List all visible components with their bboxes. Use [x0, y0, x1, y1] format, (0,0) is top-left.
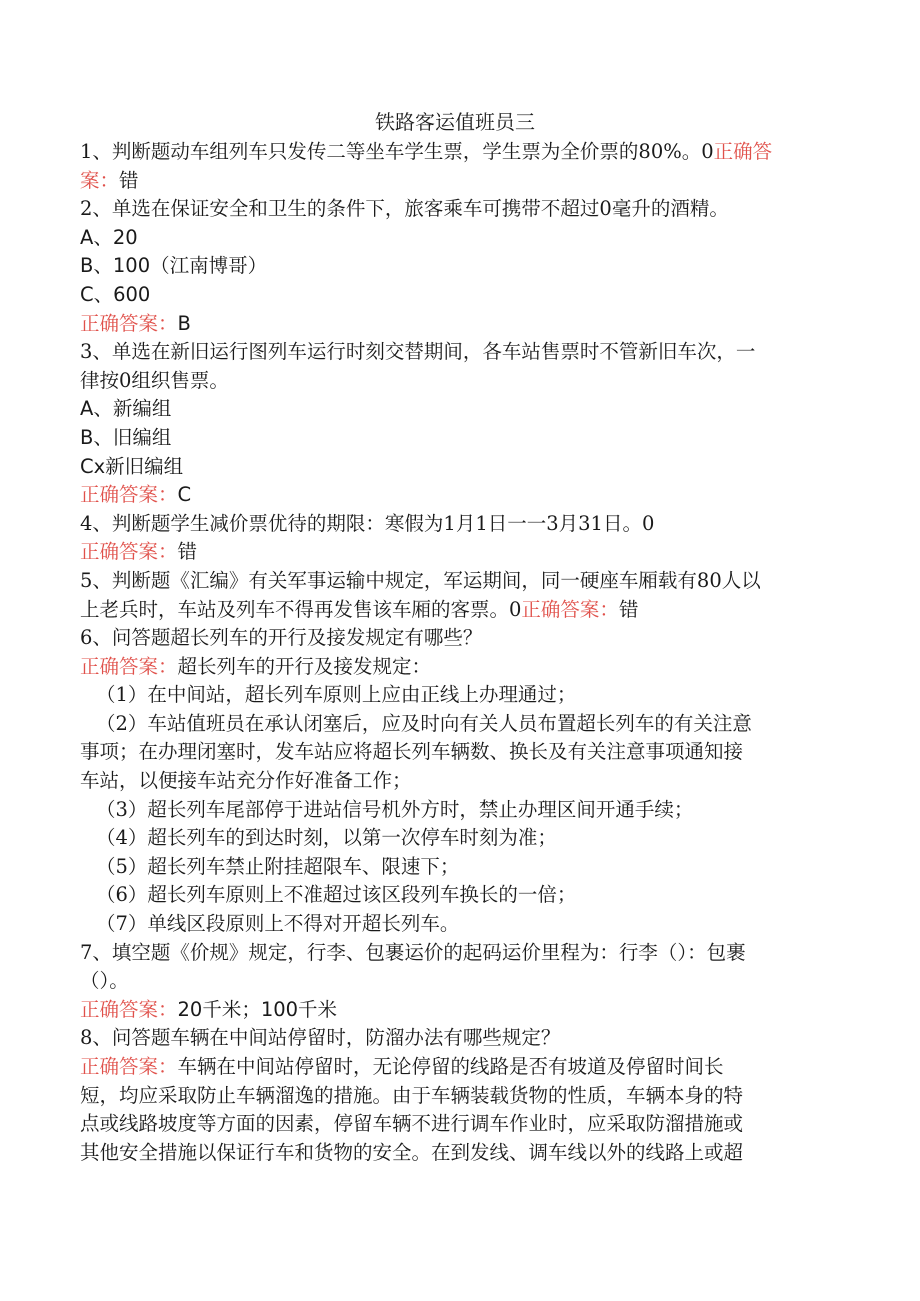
- answer-label: 正确答案：: [80, 483, 178, 507]
- option: B、100（江南博哥）: [80, 254, 268, 278]
- answer-value: 错: [618, 597, 639, 621]
- question-7: 7、填空题《价规》规定，行李、包裹运价的起码运价里程为：行李（）：包裹: [80, 940, 746, 964]
- question-1: [80, 138, 830, 167]
- question-8: 8、问答题车辆在中间站停留时，防溜办法有哪些规定？: [80, 1026, 561, 1050]
- option: Cx新旧编组: [80, 454, 184, 478]
- answer-label: 正确答案：: [80, 1055, 178, 1078]
- answer-value: B: [177, 311, 191, 335]
- question-6: 6、问答题超长列车的开行及接发规定有哪些？: [80, 626, 483, 650]
- answer-item: （5）超长列车禁止附挂超限车、限速下；: [96, 854, 460, 878]
- answer-line: 其他安全措施以保证行车和货物的安全。在到发线、调车线以外的线路上或超: [80, 1140, 744, 1164]
- question-4-answer: [80, 538, 830, 567]
- question-2-answer: [80, 310, 830, 339]
- answer-item: （4）超长列车的到达时刻，以第一次停车时刻为准；: [96, 826, 557, 850]
- answer-value: 20千米；100千米: [177, 997, 338, 1021]
- answer-value: 错: [119, 168, 139, 192]
- answer-item: （1）在中间站，超长列车原则上应由正线上办理通过；: [96, 683, 577, 707]
- answer-item: 车站，以便接车站充分作好准备工作；: [80, 769, 412, 793]
- answer-item: （7）单线区段原则上不得对开超长列车。: [96, 912, 460, 936]
- question-7-answer: [80, 996, 830, 1025]
- answer-label: 正确答: [713, 140, 773, 163]
- question-2: 2、单选在保证安全和卫生的条件下，旅客乘车可携带不超过0毫升的酒精。: [80, 197, 729, 221]
- answer-item: 事项；在办理闭塞时，发车站应将超长列车辆数、换长及有关注意事项通知接: [80, 740, 744, 764]
- option: A、20: [80, 225, 138, 249]
- answer-label: 正确答案：: [80, 654, 178, 678]
- question-4: 4、判断题学生减价票优待的期限：寒假为1月1日一一3月31日。0: [80, 511, 655, 535]
- answer-label: 正确答案：: [80, 540, 178, 564]
- document-page: [80, 108, 830, 1167]
- answer-item: （2）车站值班员在承认闭塞后，应及时向有关人员布置超长列车的有关注意: [96, 711, 752, 735]
- question-5: 5、判断题《汇编》有关军事运输中规定，军运期间，同一硬座车厢载有80人以: [80, 568, 761, 592]
- question-7-cont: （）。: [80, 969, 129, 993]
- answer-item: （6）超长列车原则上不准超过该区段列车换长的一倍；: [96, 883, 577, 907]
- option: A、新编组: [80, 397, 172, 421]
- answer-value: 错: [177, 540, 198, 564]
- document-title: 铁路客运值班员三: [375, 110, 535, 134]
- option: C、600: [80, 282, 151, 306]
- question-3-answer: [80, 481, 830, 510]
- answer-label: 正确答案：: [80, 997, 178, 1021]
- question-5-cont: [80, 596, 830, 625]
- answer-value: C: [177, 483, 192, 507]
- answer-label: 正确答案：: [521, 597, 619, 621]
- question-3: 3、单选在新旧运行图列车运行时刻交替期间，各车站售票时不管新旧车次，一: [80, 340, 756, 364]
- answer-value: 车辆在中间站停留时，无论停留的线路是否有坡道及停留时间长: [177, 1055, 724, 1078]
- question-1-text: 1、判断题动车组列车只发传二等坐车学生票，学生票为全价票的80%。0: [80, 140, 714, 163]
- question-6-answer: [80, 653, 830, 682]
- question-5-text: 上老兵时，车站及列车不得再发售该车厢的客票。0: [80, 597, 522, 621]
- question-3-cont: 律按0组织售票。: [80, 368, 229, 392]
- answer-label: 案：: [80, 168, 120, 192]
- question-8-answer: [80, 1053, 830, 1082]
- option: B、旧编组: [80, 425, 172, 449]
- answer-line: 点或线路坡度等方面的因素，停留车辆不进行调车作业时，应采取防溜措施或: [80, 1112, 744, 1136]
- answer-value: 超长列车的开行及接发规定：: [177, 654, 432, 678]
- answer-line: 短，均应采取防止车辆溜逸的措施。由于车辆装载货物的性质，车辆本身的特: [80, 1083, 744, 1107]
- answer-item: （3）超长列车尾部停于进站信号机外方时，禁止办理区间开通手续；: [96, 797, 694, 821]
- answer-label: 正确答案：: [80, 311, 178, 335]
- question-1-answer: [80, 167, 830, 196]
